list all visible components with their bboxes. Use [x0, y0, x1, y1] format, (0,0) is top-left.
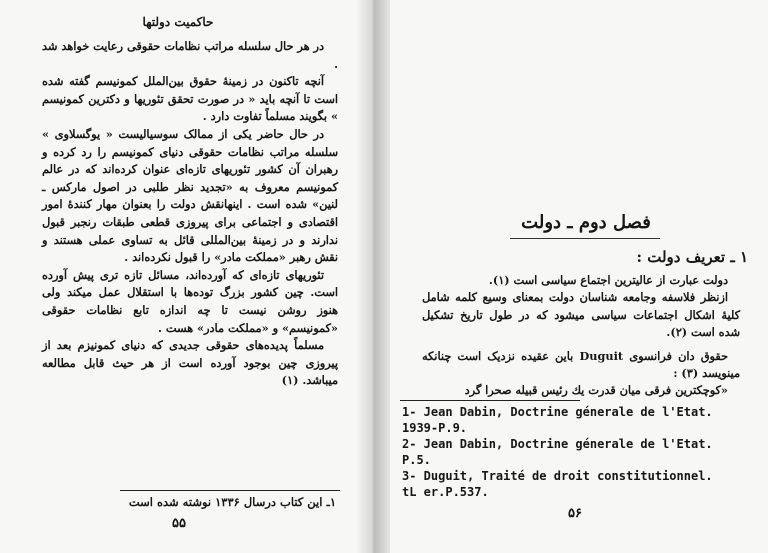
section-title: ۱ ـ تعریف دولت : — [636, 248, 748, 266]
footnote-line: 3- Duguit, Traité de droit constitutionnel. — [402, 469, 713, 483]
paragraph: «کوچکترین فرقی میان قدرت یك رئیس قبیله صحرا گرد — [464, 383, 728, 398]
running-header: حاکمیت دولتها — [142, 15, 214, 29]
chapter-title: فصل دوم ـ دولت — [521, 212, 651, 233]
footnote-list — [402, 404, 754, 500]
paragraph: تئوریهای تازه‌ای که آورده‌اند، مسائل تازه تری پیش آورده است. چین کشور بزرگ توده‌ها با استقلال عمل میکند ولی هنوز روشن نیست تا چه اندازه تابع نظامات حقوقی «کمونیسم» و «مملکت مادر» هست . — [42, 267, 338, 335]
left-page — [0, 0, 356, 553]
page-number: ۵۵ — [172, 516, 186, 531]
book-gutter — [356, 0, 390, 553]
chapter-underline — [510, 238, 660, 239]
paragraph: حقوق دان فرانسوی Duguit باین عقیده نزدیک است چنانکه مینویسد (۳) : — [422, 348, 740, 381]
footnote-line: 1939-P.9. — [402, 421, 468, 435]
footnote-line: tL er.P.537. — [402, 485, 489, 499]
paragraph: مسلماً پدیده‌های حقوقی جدیدی که دنیای کمونیزم بعد از پیروزی چین بوجود آورده است از هر حیث قابل مطالعه میباشد. (۱) — [42, 338, 338, 388]
footnote-line: 1- Jean Dabin, Doctrine génerale de l'Etat. — [402, 405, 713, 419]
paragraph: آنچه تاکنون در زمینۀ حقوق بین‌الملل کمونیسم گفته شده است تا آنچه باید « در صورت تحقق تئوریها و دکترین کمونیسم » بگویند مسلماً تفاوت دارد . — [42, 74, 338, 124]
footnote: ۱ـ این کتاب درسال ۱۳۳۶ نوشته شده است — [128, 495, 336, 509]
paragraph: در هر حال سلسله مراتب نظامات حقوقی رعایت خواهد شد . — [42, 39, 338, 71]
footnote-line: P.5. — [402, 453, 431, 467]
right-body-text — [422, 272, 740, 400]
footnote-line: 2- Jean Dabin, Doctrine génerale de l'Etat. — [402, 437, 713, 451]
page-number: ۵۶ — [568, 506, 582, 521]
footnote-divider — [400, 400, 580, 401]
paragraph: دولت عبارت از عالیترین اجتماع سیاسی است (۱). — [488, 273, 728, 287]
left-body-text — [42, 38, 338, 390]
paragraph: ازنظر فلاسفه وجامعه شناسان دولت بمعنای وسیع کلمه شامل کلیۀ اشکال اجتماعات سیاسی میشود که در طول تاریخ تشکیل شده است (۲). — [422, 290, 740, 340]
right-page — [390, 0, 768, 553]
footnote-divider — [120, 490, 340, 491]
paragraph: در حال حاضر یکی از ممالک سوسیالیست « یوگسلاوی » سلسله مراتب نظامات حقوقی دنیای کمونیسم را رد کرده و رهبران آن کشور تئوریهای تازه‌ای عنوان کرده‌اند که در عالم کمونیسم معروف به «تجدید نظر طلبی در اصول مارکس ـ لنین» شده است . اینهانقش دولت را بعنوان مهار کنندۀ امور اقتصادی و اجتماعی برای پیروزی قطعی طبقات رنجبر قبول ندارند و در زمینۀ بین‌المللی قائل به تساوی عملی هستند و نقش رهبر «مملکت مادر» را قبول نکرده‌اند . — [42, 126, 338, 265]
